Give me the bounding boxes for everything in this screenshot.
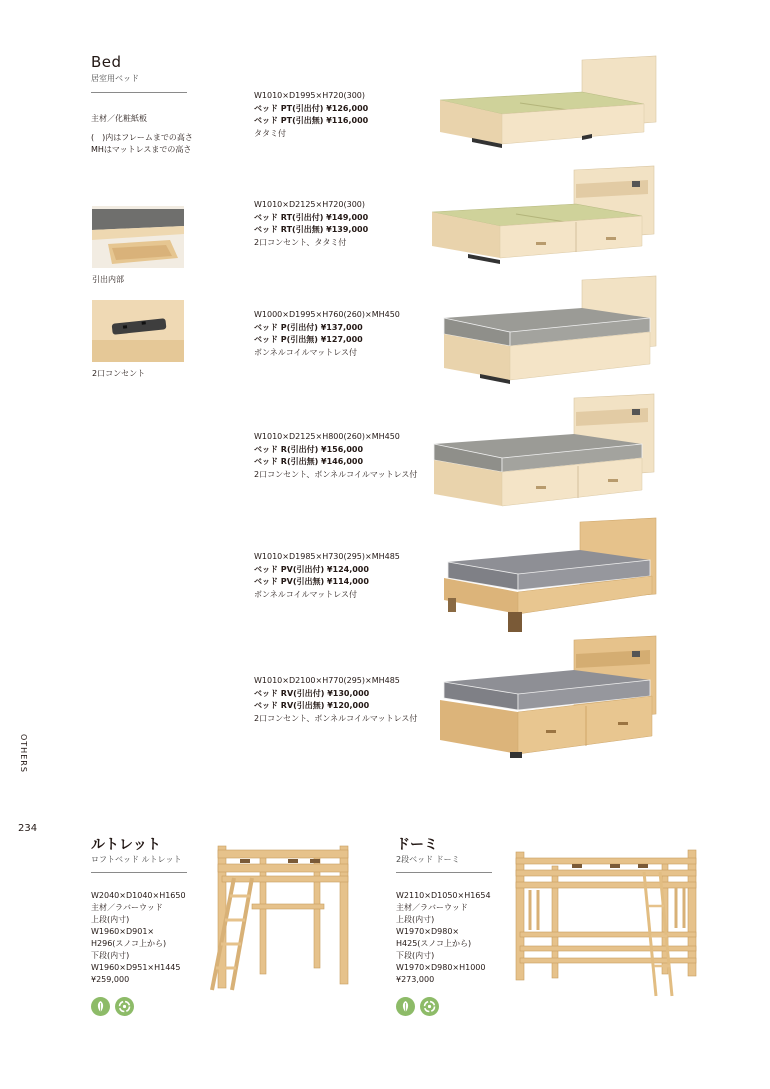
spec-line: W1970×D980× xyxy=(396,927,460,936)
spec-line: W1960×D901× xyxy=(91,927,155,936)
product-price-with-drawer: ベッド RT(引出付) ¥149,000 xyxy=(254,212,369,222)
leaf-eco-icon xyxy=(396,997,415,1016)
spec-line: H296(スノコ上から) xyxy=(91,939,167,948)
section-side-label: OTHERS xyxy=(19,734,28,773)
product-price-without-drawer: ベッド PT(引出無) ¥116,000 xyxy=(254,116,369,125)
loft-bed-image xyxy=(204,842,362,992)
product-note: ボンネルコイルマットレス付 xyxy=(254,347,357,357)
product-price-without-drawer: ベッド RT(引出無) ¥139,000 xyxy=(254,225,369,234)
recycle-eco-icon xyxy=(115,997,134,1016)
spec-line: 下段(内寸) xyxy=(91,951,130,960)
spec-line: W2040×D1040×H1650 xyxy=(91,891,186,900)
product-spec-rv xyxy=(254,675,417,725)
product-dimensions: W1010×D2125×H720(300) xyxy=(254,200,365,209)
bed-rv-image xyxy=(434,634,662,762)
product-price-with-drawer: ベッド RV(引出付) ¥130,000 xyxy=(254,688,370,698)
divider xyxy=(91,872,187,873)
bunk-bed-specs xyxy=(396,890,491,986)
spec-line: 上段(内寸) xyxy=(91,915,130,924)
outlet-caption: 2口コンセント xyxy=(92,369,146,378)
divider xyxy=(396,872,492,873)
material-label: 主材／化粧紙板 xyxy=(91,114,147,123)
spec-line: W1970×D980×H1000 xyxy=(396,963,486,972)
product-note: ボンネルコイルマットレス付 xyxy=(254,589,357,599)
product-price-with-drawer: ベッド R(引出付) ¥156,000 xyxy=(254,444,364,454)
product-price-with-drawer: ベッド PV(引出付) ¥124,000 xyxy=(254,564,369,574)
product-price-without-drawer: ベッド PV(引出無) ¥114,000 xyxy=(254,577,369,586)
loft-bed-title: ルトレット xyxy=(91,837,161,853)
loft-bed-specs xyxy=(91,890,186,986)
spec-line: 上段(内寸) xyxy=(396,915,435,924)
bed-r-image xyxy=(428,392,662,516)
product-spec-rt xyxy=(254,199,368,249)
product-dimensions: W1000×D1995×H760(260)×MH450 xyxy=(254,310,400,319)
product-note: 2口コンセント、タタミ付 xyxy=(254,237,347,247)
product-spec-pt xyxy=(254,90,368,140)
height-note-frame: ( )内はフレームまでの高さ xyxy=(91,133,193,142)
drawer-interior-caption: 引出内部 xyxy=(92,275,124,284)
spec-line: W1960×D951×H1445 xyxy=(91,963,181,972)
drawer-interior-photo xyxy=(92,206,184,268)
bunk-bed-subtitle: 2段ベッド ドーミ xyxy=(396,855,460,864)
product-dimensions: W1010×D1985×H730(295)×MH485 xyxy=(254,552,400,561)
loft-bed-subtitle: ロフトベッド ルトレット xyxy=(91,855,182,864)
loft-bed-price: ¥259,000 xyxy=(91,975,130,984)
product-note: 2口コンセント、ボンネルコイルマットレス付 xyxy=(254,713,418,723)
leaf-eco-icon xyxy=(91,997,110,1016)
spec-line: 主材／ラバーウッド xyxy=(396,903,468,912)
bed-p-image xyxy=(436,272,662,390)
bed-section-subtitle: 居室用ベッド xyxy=(91,74,139,83)
bed-pv-image xyxy=(438,516,662,638)
product-price-without-drawer: ベッド R(引出無) ¥146,000 xyxy=(254,457,364,466)
page-number: 234 xyxy=(18,823,38,834)
bed-section-title: Bed xyxy=(91,53,122,71)
product-note: 2口コンセント、ボンネルコイルマットレス付 xyxy=(254,469,418,479)
recycle-eco-icon xyxy=(420,997,439,1016)
bunk-bed-title: ドーミ xyxy=(396,837,438,853)
bunk-bed-image xyxy=(512,846,702,998)
product-dimensions: W1010×D1995×H720(300) xyxy=(254,91,365,100)
product-spec-r xyxy=(254,431,417,481)
product-price-without-drawer: ベッド P(引出無) ¥127,000 xyxy=(254,335,363,344)
height-note-mattress: MHはマットレスまでの高さ xyxy=(91,145,192,154)
spec-line: W2110×D1050×H1654 xyxy=(396,891,491,900)
product-dimensions: W1010×D2125×H800(260)×MH450 xyxy=(254,432,400,441)
product-spec-p xyxy=(254,309,400,359)
product-dimensions: W1010×D2100×H770(295)×MH485 xyxy=(254,676,400,685)
outlet-photo xyxy=(92,300,184,362)
spec-line: 主材／ラバーウッド xyxy=(91,903,163,912)
product-price-with-drawer: ベッド PT(引出付) ¥126,000 xyxy=(254,103,369,113)
spec-line: 下段(内寸) xyxy=(396,951,435,960)
product-price-without-drawer: ベッド RV(引出無) ¥120,000 xyxy=(254,701,370,710)
divider xyxy=(91,92,187,93)
bunk-bed-price: ¥273,000 xyxy=(396,975,435,984)
product-price-with-drawer: ベッド P(引出付) ¥137,000 xyxy=(254,322,363,332)
bed-rt-image xyxy=(426,162,662,276)
product-spec-pv xyxy=(254,551,400,601)
spec-line: H425(スノコ上から) xyxy=(396,939,472,948)
bed-pt-image xyxy=(432,52,662,162)
product-note: タタミ付 xyxy=(254,128,286,138)
